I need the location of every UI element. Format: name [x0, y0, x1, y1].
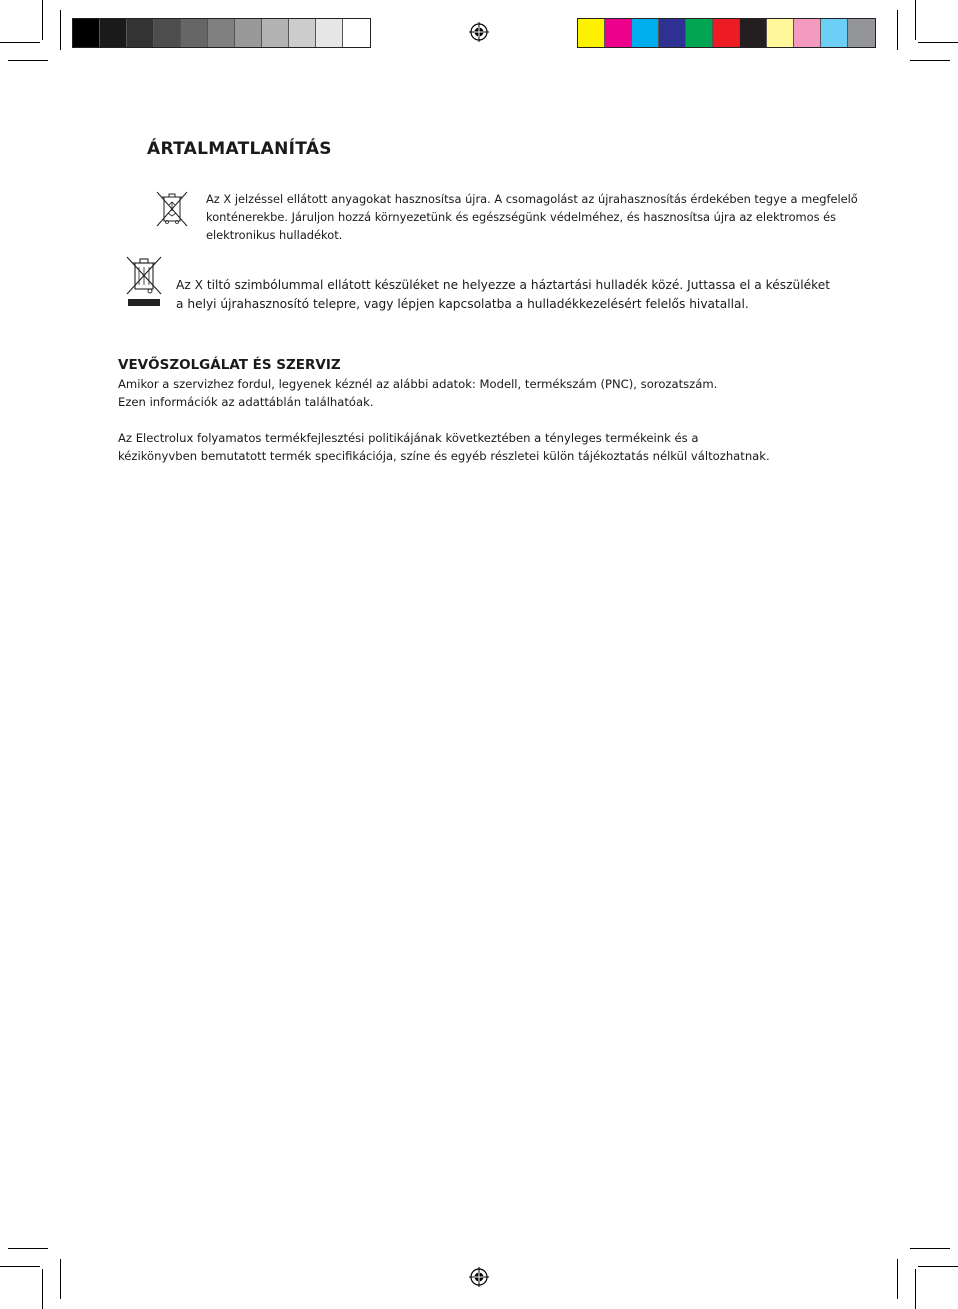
gray-swatch — [73, 19, 100, 47]
crop-mark — [42, 1269, 43, 1309]
color-swatch — [578, 19, 605, 47]
appliance-disposal-text — [176, 276, 896, 314]
text-line: Ezen információk az adattáblán találhatóak. — [118, 395, 374, 409]
registration-mark-icon — [469, 22, 489, 42]
color-swatch — [659, 19, 686, 47]
gray-swatch — [127, 19, 154, 47]
color-swatch — [821, 19, 848, 47]
crop-mark — [8, 60, 48, 61]
color-swatch — [605, 19, 632, 47]
crop-mark — [0, 1266, 40, 1267]
color-calibration-bar — [577, 18, 876, 48]
crop-mark — [60, 1259, 61, 1299]
crop-mark — [897, 1259, 898, 1299]
gray-swatch — [235, 19, 262, 47]
disposal-heading: ÁRTALMATLANÍTÁS — [147, 139, 332, 159]
spacer — [118, 411, 878, 429]
gray-swatch — [289, 19, 316, 47]
text-line: a helyi újrahasznosító telepre, vagy lépjen kapcsolatba a hulladékkezelésért felelős hivatallal. — [176, 297, 749, 311]
crop-mark — [897, 10, 898, 50]
text-line: Amikor a szervizhez fordul, legyenek kéznél az alábbi adatok: Modell, termékszám (PNC), sorozatszám. — [118, 377, 718, 391]
gray-swatch — [154, 19, 181, 47]
text-line: konténerekbe. Járuljon hozzá környezetünk és egészségünk védelméhez, és hasznosítsa újra az elektromos és — [206, 210, 837, 224]
crop-mark — [910, 1248, 950, 1249]
color-swatch — [767, 19, 794, 47]
gray-swatch — [262, 19, 289, 47]
registration-mark-icon — [469, 1267, 489, 1287]
gray-swatch — [100, 19, 127, 47]
crop-mark — [918, 42, 958, 43]
crop-mark — [915, 1269, 916, 1309]
grayscale-calibration-bar — [72, 18, 371, 48]
text-line: elektronikus hulladékot. — [206, 228, 343, 242]
color-swatch — [740, 19, 767, 47]
crossed-bin-icon — [154, 189, 190, 229]
gray-swatch — [181, 19, 208, 47]
color-swatch — [848, 19, 875, 47]
gray-swatch — [316, 19, 343, 47]
text-line: Az X tiltó szimbólummal ellátott készüléket ne helyezze a háztartási hulladék közé. Juttassa el a készüléket — [176, 278, 830, 292]
color-swatch — [632, 19, 659, 47]
gray-swatch — [208, 19, 235, 47]
crop-mark — [915, 0, 916, 40]
service-heading: VEVŐSZOLGÁLAT ÉS SZERVIZ — [118, 357, 341, 373]
crossed-bin-bar-icon — [124, 254, 164, 308]
crop-mark — [0, 42, 40, 43]
crop-mark — [910, 60, 950, 61]
text-line: kézikönyvben bemutatott termék specifikációja, színe és egyéb részletei külön tájékoztatás nélkül változhatnak. — [118, 449, 770, 463]
color-swatch — [713, 19, 740, 47]
color-swatch — [686, 19, 713, 47]
crop-mark — [918, 1266, 958, 1267]
text-line: Az X jelzéssel ellátott anyagokat hasznosítsa újra. A csomagolást az újrahasznosítás érdekében tegye a megfelelő — [206, 192, 858, 206]
gray-swatch — [343, 19, 370, 47]
packaging-recycling-text — [206, 190, 896, 244]
crop-mark — [42, 0, 43, 40]
text-line: Az Electrolux folyamatos termékfejlesztési politikájának következtében a tényleges termékeink és a — [118, 431, 699, 445]
color-swatch — [794, 19, 821, 47]
crop-mark — [8, 1248, 48, 1249]
crop-mark — [60, 10, 61, 50]
service-info-text — [118, 375, 878, 465]
